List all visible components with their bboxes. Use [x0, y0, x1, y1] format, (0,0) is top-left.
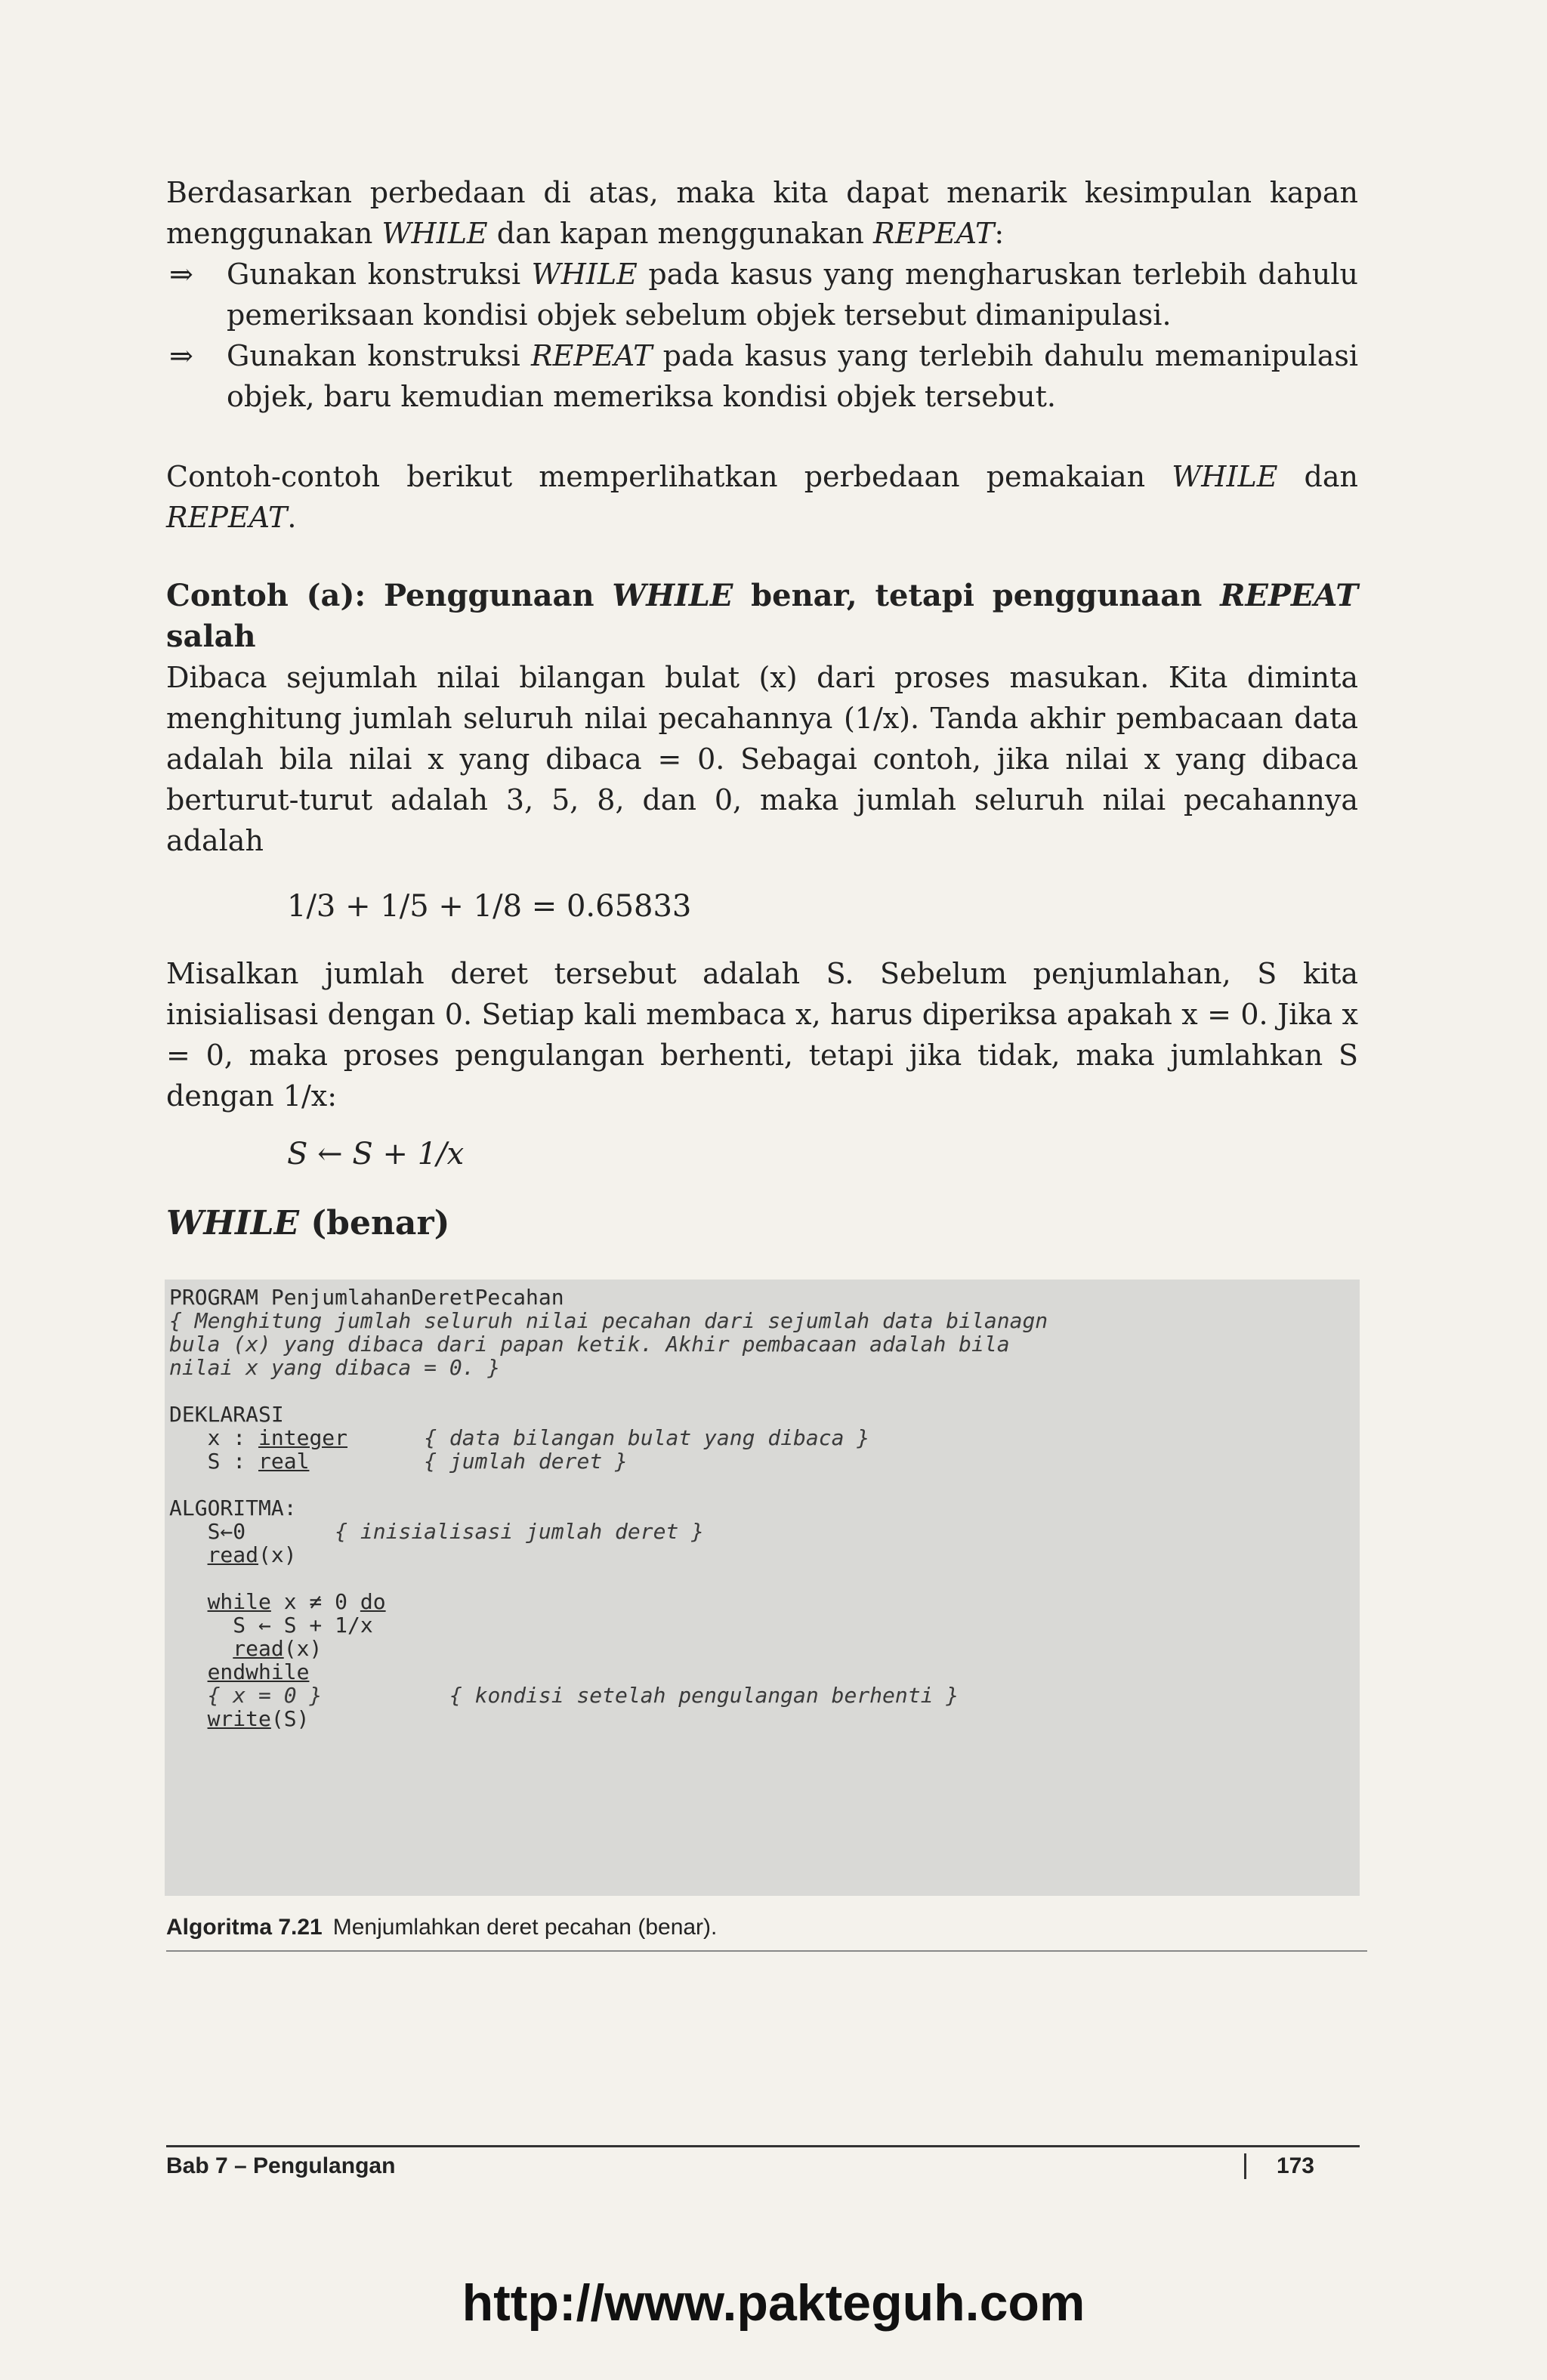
examples-intro-mid: dan [1277, 460, 1358, 493]
example-a-heading [166, 576, 1358, 657]
heading-while-keyword: WHILE [612, 578, 733, 613]
algorithm-title-rest: (benar) [299, 1204, 450, 1242]
code-comment: { jumlah deret } [424, 1449, 628, 1474]
bullet-keyword: WHILE [531, 258, 638, 291]
algorithm-code-block [165, 1280, 1360, 1896]
code-postcondition-line [169, 1684, 1355, 1707]
code-program-line: PROGRAM PenjumlahanDeretPecahan [169, 1285, 564, 1310]
code-read-line [169, 1637, 1355, 1660]
intro-text-end: : [994, 217, 1005, 250]
code-read-line [169, 1543, 1355, 1567]
intro-paragraph [166, 172, 1358, 254]
example-a-description: Dibaca sejumlah nilai bilangan bulat (x) dari proses masukan. Kita diminta menghitung jumlah seluruh nilai pecahannya (1/x). Tanda akhir pembacaan data adalah bila nilai x yang dibaca = 0. Sebagai contoh, jika nilai x yang dibaca berturut-turut adalah 3, 5, 8, dan 0, maka jumlah seluruh nilai pecahannya adalah [166, 661, 1358, 857]
code-declaration-s [169, 1449, 1355, 1473]
code-statement: S←0 [169, 1519, 246, 1544]
example-a-explanation: Misalkan jumlah deret tersebut adalah S. Sebelum penjumlahan, S kita inisialisasi dengan 0. Setiap kali membaca x, harus diperiksa apakah x = 0. Jika x = 0, maka proses pengulangan berhenti, tetapi jika tidak, maka jumlahkan S dengan 1/x: [166, 957, 1358, 1113]
heading-text-end: salah [166, 619, 256, 654]
chapter-label: Bab 7 – Pengulangan [166, 2153, 396, 2178]
code-arg: (S) [270, 1706, 310, 1731]
bullet-keyword: REPEAT [531, 339, 653, 372]
bullet-text: Gunakan konstruksi [227, 339, 532, 372]
code-comment-line: nilai x yang dibaca = 0. } [169, 1355, 501, 1380]
code-comment: { inisialisasi jumlah deret } [335, 1519, 705, 1544]
code-type-keyword: integer [258, 1425, 348, 1450]
caption-text: Menjumlahkan deret pecahan (benar). [332, 1915, 718, 1940]
code-init-line [169, 1520, 1355, 1543]
code-endwhile-keyword: endwhile [207, 1659, 310, 1684]
intro-section [166, 172, 1358, 417]
code-postcondition: { x = 0 } [207, 1683, 323, 1708]
examples-intro-section [166, 456, 1358, 538]
code-declaration-x [169, 1426, 1355, 1449]
code-comment: { data bilangan bulat yang dibaca } [424, 1425, 870, 1450]
algorithm-title-keyword: WHILE [166, 1204, 300, 1242]
code-comment-line: { Menghitung jumlah seluruh nilai pecahan dari sejumlah data bilanagn [169, 1308, 1048, 1333]
code-comment-line: bula (x) yang dibaca dari papan ketik. Akhir pembacaan adalah bila [169, 1332, 1010, 1357]
code-while-line [169, 1590, 1355, 1613]
code-arg: (x) [283, 1636, 323, 1661]
conclusion-list [166, 254, 1358, 417]
intro-text: Berdasarkan perbedaan di atas, maka kita dapat menarik kesimpulan kapan menggunakan [166, 176, 1358, 250]
intro-repeat-keyword: REPEAT [872, 217, 995, 250]
examples-while-keyword: WHILE [1172, 460, 1278, 493]
intro-while-keyword: WHILE [381, 217, 488, 250]
page-footer [166, 2145, 1360, 2179]
list-item [166, 335, 1358, 417]
code-write-keyword: write [207, 1706, 271, 1731]
code-do-keyword: do [360, 1589, 386, 1614]
implies-arrow-icon: ⇒ [169, 258, 193, 291]
code-arg: (x) [258, 1542, 297, 1567]
heading-text-mid: benar, tetapi penggunaan [733, 578, 1221, 613]
page-number: 173 [1244, 2153, 1314, 2179]
heading-text: Contoh (a): Penggunaan [166, 578, 613, 613]
bullet-text-rest: pada kasus yang terlebih dahulu memanipulasi objek, baru kemudian memeriksa kondisi objek tersebut. [227, 339, 1358, 413]
code-algoritma-line: ALGORITMA: [169, 1496, 297, 1520]
website-url: http://www.pakteguh.com [462, 2274, 1085, 2332]
implies-arrow-icon: ⇒ [169, 339, 193, 372]
code-comment: { kondisi setelah pengulangan berhenti } [449, 1683, 959, 1708]
accumulation-formula: S ← S + 1/x [287, 1137, 465, 1171]
examples-intro-text: Contoh-contoh berikut memperlihatkan perbedaan pemakaian [166, 460, 1172, 493]
heading-repeat-keyword: REPEAT [1220, 578, 1359, 613]
bullet-text-rest: pada kasus yang mengharuskan terlebih dahulu pemeriksaan kondisi objek sebelum objek tersebut dimanipulasi. [227, 258, 1358, 332]
bullet-text: Gunakan konstruksi [227, 258, 532, 291]
examples-intro-end: . [287, 501, 297, 534]
code-while-keyword: while [207, 1589, 271, 1614]
code-endwhile-line [169, 1660, 1355, 1684]
code-blank-line [169, 1473, 1355, 1496]
code-read-keyword: read [233, 1636, 284, 1661]
examples-intro-paragraph [166, 456, 1358, 538]
examples-repeat-keyword: REPEAT [166, 501, 288, 534]
code-read-keyword: read [207, 1542, 259, 1567]
code-type-keyword: real [258, 1449, 310, 1474]
fraction-sum-formula: 1/3 + 1/5 + 1/8 = 0.65833 [287, 889, 692, 924]
code-blank-line [169, 1379, 1355, 1403]
example-a-section [166, 576, 1358, 1246]
code-condition: x ≠ 0 [270, 1589, 360, 1614]
list-item [166, 254, 1358, 335]
code-body-line: S ← S + 1/x [169, 1613, 373, 1638]
algorithm-title [166, 1201, 1358, 1246]
caption-label: Algoritma 7.21 [166, 1915, 323, 1940]
code-deklarasi-line: DEKLARASI [169, 1402, 284, 1427]
intro-text-mid: dan kapan menggunakan [487, 217, 873, 250]
code-var-name: S : [169, 1449, 259, 1474]
code-blank-line [169, 1567, 1355, 1590]
code-var-name: x : [169, 1425, 259, 1450]
code-write-line [169, 1707, 1355, 1730]
algorithm-caption [166, 1912, 1367, 1952]
